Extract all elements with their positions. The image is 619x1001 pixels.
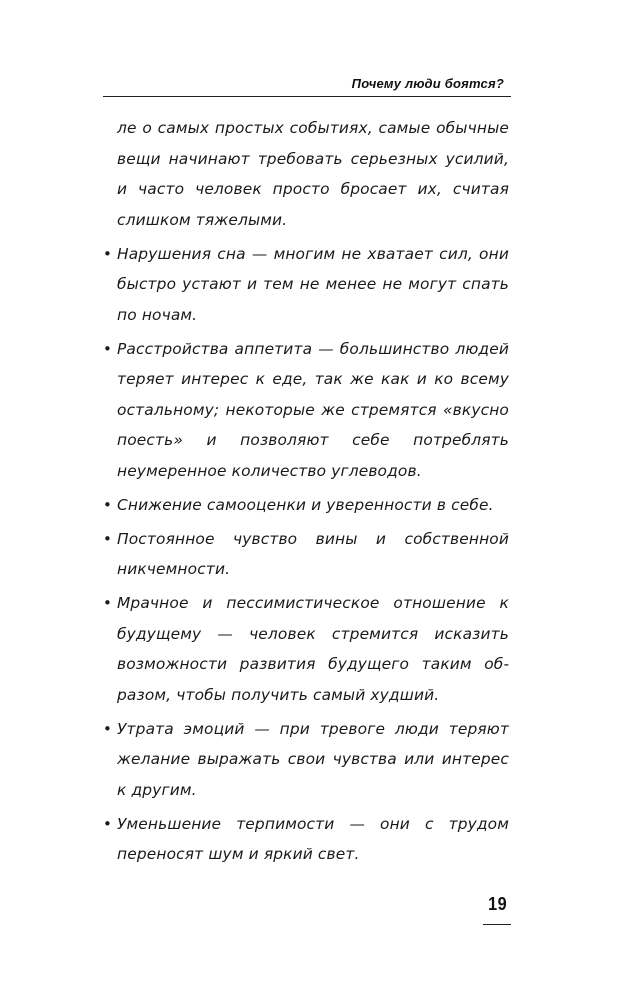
page-body xyxy=(103,113,509,870)
bullet-marker: • xyxy=(103,814,112,833)
bullet-marker: • xyxy=(103,594,112,612)
list-item xyxy=(103,588,509,710)
bullet-marker: • xyxy=(103,719,112,738)
page-number-rule xyxy=(483,924,511,925)
list-item-text: Мрачное и пессимистическое отношение к будущему — человек стремится исказить возможности развития будущего таким образом, чтобы получить самый худший. xyxy=(117,594,509,704)
list-item-text: Расстройства аппетита — большинство людей теряет интерес к еде, так же как и ко всему остальному; некоторые же стремятся «вкусно поесть» и позволяют себе потреблять неумеренное количество углеводов. xyxy=(117,339,509,480)
list-item-text: Уменьшение терпимости — они с трудом переносят шум и яркий свет. xyxy=(117,814,509,863)
header-rule xyxy=(103,96,511,97)
bullet-marker: • xyxy=(103,244,112,263)
list-item xyxy=(103,524,509,585)
page-number: 19 xyxy=(488,894,507,914)
running-head-title: Почему люди боятся? xyxy=(351,76,504,91)
list-item xyxy=(103,809,509,870)
bullet-marker: • xyxy=(103,339,112,358)
list-item xyxy=(103,714,509,806)
list-item-text: Нарушения сна — многим не хватает сил, они быстро устают и тем не менее не могут спать по ночам. xyxy=(117,244,509,324)
list-item-text: Постоянное чувство вины и собственной никчемности. xyxy=(117,529,509,578)
list-item xyxy=(103,490,509,521)
continuation-paragraph: ле о самых простых событиях, самые обычные вещи начинают требовать серьезных усилий, и часто человек просто бросает их, считая слишком тяжелыми. xyxy=(117,119,509,229)
bullet-marker: • xyxy=(103,495,112,514)
list-item-text: Снижение самооценки и уверенности в себе. xyxy=(117,495,494,514)
list-item xyxy=(103,334,509,487)
list-item-text: Утрата эмоций — при тревоге люди теряют желание выражать свои чувства или интерес к другим. xyxy=(117,719,509,799)
list-item xyxy=(103,239,509,331)
bullet-marker: • xyxy=(103,529,112,548)
